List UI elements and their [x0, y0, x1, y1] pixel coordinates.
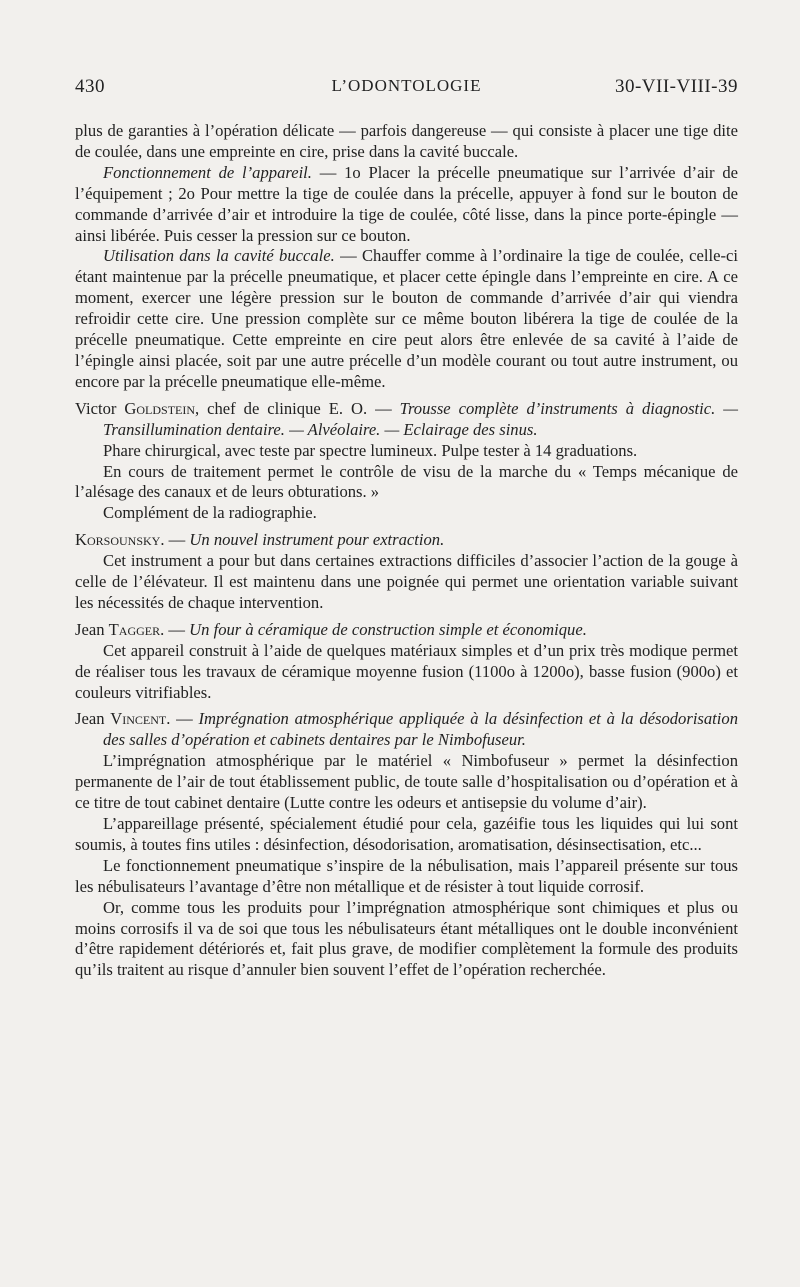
author-name: Vincent: [110, 709, 167, 729]
entry-tagger: Jean Tagger. — Un four à céramique de construction simple et économique.: [75, 619, 587, 639]
author-name: Goldstein: [124, 398, 196, 418]
issue-date: 30-VII-VIII-39: [614, 76, 738, 97]
entry-title: Trousse complète d’instruments à diagnostic. — Transillumination dentaire. — Alvéolaire. — Eclairage des sinus.: [103, 398, 738, 439]
entry-title: Un four à céramique de construction simple et économique.: [189, 619, 587, 639]
paragraph: En cours de traitement permet le contrôle de visu de la marche du « Temps mécanique de l’alésage des canaux et de leurs obturations. »: [75, 461, 738, 502]
entry-vincent: Jean Vincent. — Imprégnation atmosphérique appliquée à la désinfection et à la désodorisation des salles d’opération et cabinets dentaires par le Nimbofuseur.: [75, 709, 738, 750]
section-title: Fonctionnement de l’appareil.: [103, 162, 312, 182]
paragraph: plus de garanties à l’opération délicate — parfois dangereuse — qui consiste à placer une tige dite de coulée, dans une empreinte en cire, prise dans la cavité buccale.: [75, 121, 738, 161]
entry-title: Imprégnation atmosphérique appliquée à la désinfection et à la désodorisation des salles d’opération et cabinets dentaires par le Nimbofuseur.: [103, 709, 738, 750]
section-title: Utilisation dans la cavité buccale.: [103, 246, 335, 266]
paragraph: Cet instrument a pour but dans certaines extractions difficiles d’associer l’action de la gouge à celle de l’élévateur. Il est maintenu dans une poignée qui permet une orientation variable suivant les nécessités de chaque intervention.: [75, 551, 738, 612]
paragraph: Phare chirurgical, avec teste par spectre lumineux. Pulpe tester à 14 graduations.: [103, 440, 638, 460]
paragraph: Or, comme tous les produits pour l’imprégnation atmosphérique sont chimiques et plus ou moins corrosifs il va de soi que tous les nébulisateurs étant métalliques ont le double inconvénient d’être rapidement détériorés et, fait plus grave, de modifier complètement la formule des produits qu’ils traitent au risque d’annuler bien souvent l’effet de l’opération recherchée.: [75, 897, 738, 980]
paragraph: Utilisation dans la cavité buccale. — Chauffer comme à l’ordinaire la tige de coulée, celle-ci étant maintenue par la précelle pneumatique, et placer cette épingle dans l’empreinte en cire. A ce moment, exercer une légère pression sur le bouton de commande d’arrivée d’air qui viendra refroidir cette cire. Une pression complète sur ce même bouton libérera la tige de coulée de la précelle pneumatique. Cette empreinte en cire peut alors être enlevée de sa cavité à l’aide de l’épingle ainsi placée, soit par une autre précelle d’un modèle courant ou tout autre instrument, ou encore par la précelle pneumatique elle-même.: [75, 246, 738, 391]
paragraph: Fonctionnement de l’appareil. — 1o Placer la précelle pneumatique sur l’arrivée d’air de l’équipement ; 2o Pour mettre la tige de coulée dans la précelle, appuyer à fond sur le bouton de commande d’arrivée d’air et introduire la tige de coulée, côté lisse, dans la pince porte-épingle — ainsi libérée. Puis cesser la pression sur ce bouton.: [75, 162, 739, 245]
paragraph: Le fonctionnement pneumatique s’inspire de la nébulisation, mais l’appareil présente sur tous les nébulisateurs l’avantage d’être non métallique et de résister à tout liquide corrosif.: [75, 855, 738, 896]
author-name: Korsounsky: [75, 530, 161, 550]
running-header: [75, 76, 738, 102]
entry-title: Un nouvel instrument pour extraction.: [189, 530, 445, 550]
paragraph: L’imprégnation atmosphérique par le matériel « Nimbofuseur » permet la désinfection permanente de l’air de tout établissement public, de toute salle d’hospitalisation ou d’opération et à ce titre de tout cabinet dentaire (Lutte contre les odeurs et antisepsie du volume d’air).: [75, 751, 738, 813]
author-name: Tagger: [108, 619, 161, 639]
entry-goldstein: Victor Goldstein, chef de clinique E. O. — Trousse complète d’instruments à diagnostic. — Transillumination dentaire. — Alvéolaire. — Eclairage des sinus.: [75, 398, 738, 439]
paragraph: Cet appareil construit à l’aide de quelques matériaux simples et d’un prix très modique permet de réaliser tous les travaux de céramique moyenne fusion (1100o à 1200o), basse fusion (900o) et couleurs vitrifiables.: [75, 640, 738, 702]
journal-title: L’ODONTOLOGIE: [331, 76, 482, 95]
entry-korsounsky: Korsounsky. — Un nouvel instrument pour extraction.: [75, 530, 445, 550]
article-body: [75, 121, 738, 981]
page-number: 430: [75, 76, 105, 97]
paragraph: L’appareillage présenté, spécialement étudié pour cela, gazéifie tous les liquides qui lui sont soumis, à toutes fins utiles : désinfection, désodorisation, aromatisation, désinsectisation, etc...: [75, 814, 738, 854]
paragraph: Complément de la radiographie.: [103, 503, 317, 523]
